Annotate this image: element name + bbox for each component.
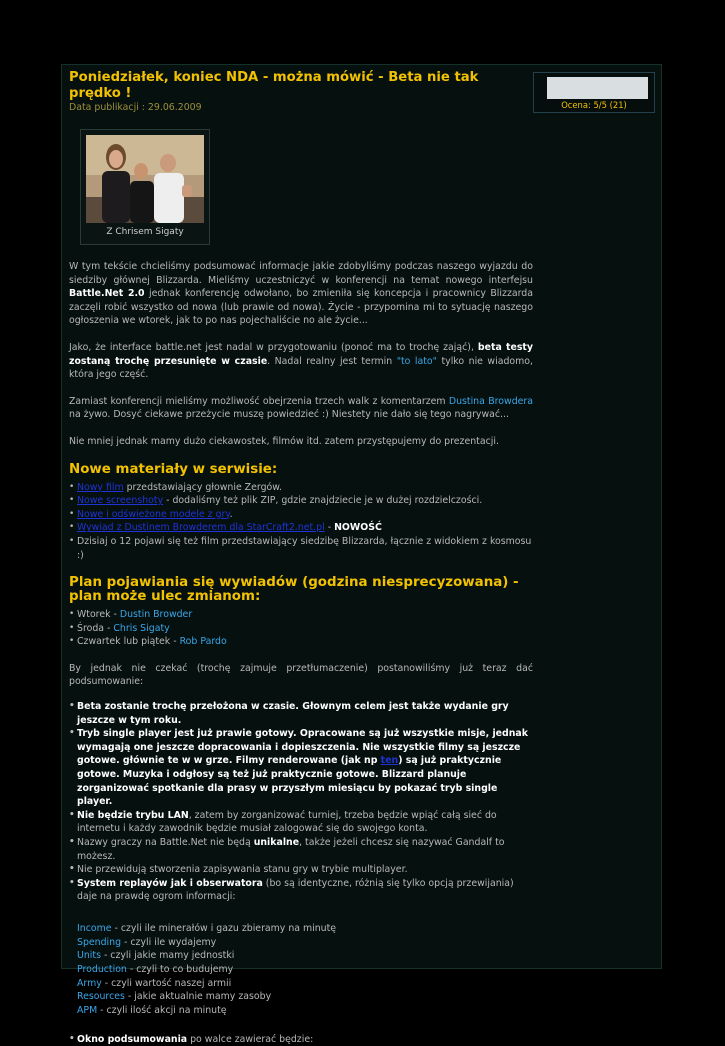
new-models-link[interactable]: Nowe i odświeżone modele z gry xyxy=(77,508,230,520)
heading-new-materials: Nowe materiały w serwisie: xyxy=(69,461,278,477)
list-item: • Okno podsumowania po walce zawierać będzie: xyxy=(69,1033,533,1046)
stat-key: APM xyxy=(77,1005,98,1017)
article-title: Poniedziałek, koniec NDA - można mówić - Beta nie tak prędko ! xyxy=(69,70,479,101)
list-item: • Nowy film przedstawiający głownie Zergów. xyxy=(69,481,533,495)
beta-delay-bold: beta testy zostaną trochę przesunięte w czasie xyxy=(69,341,534,367)
list-item: • Nowe i odświeżone modele z gry. xyxy=(69,508,533,522)
new-screenshots-link[interactable]: Nowe screenshoty xyxy=(77,495,164,507)
rating-text: Ocena: 5/5 (21) xyxy=(561,100,627,110)
photo-caption: Z Chrisem Sigaty xyxy=(106,227,184,237)
heading-interview-plan: Plan pojawiania się wywiadów (godzina niesprecyzowana) - plan może ulec zmianom: xyxy=(69,575,519,605)
new-film-link[interactable]: Nowy film xyxy=(77,481,124,493)
photo-frame xyxy=(80,129,210,245)
stat-key: Production xyxy=(77,964,127,976)
list-item: • Wtorek - Dustin Browder xyxy=(69,608,533,622)
battlenet-bold: Battle.Net 2.0 xyxy=(69,288,145,300)
summary-window-list xyxy=(69,1033,533,1046)
paragraph-intro: W tym tekście chcieliśmy podsumować informacje jakie zdobyliśmy podczas naszego wyjazdu do siedziby głównej Blizzarda. Mieliśmy uczestniczyć w konferencji na temat nowego interfejsu Battle.Net 2.0 jednak konferencję odwołano, bo zmieniła się koncepcja i pracownicy Blizzarda zaczęli robić wszystko od nowa (lub prawie od nowa). Życie - przypomina mi to sytuację naszego ogłoszenia we wtorek, jak to po nas pojechaliście no ale życie... xyxy=(69,261,533,327)
list-item: • Dzisiaj o 12 pojawi się też film przedstawiający siedzibę Blizzarda, łącznie z widokiem z kosmosu :) xyxy=(69,535,533,562)
render-film-link[interactable]: ten xyxy=(380,755,399,767)
list-item: • Tryb single player jest już prawie gotowy. Opracowane są już wszystkie misje, jednak wymagają one jeszcze dopracowania i dopieszczenia. Nie wszystkie filmy są jeszcze gotowe. głównie te w w grze. Filmy renderowane (jak np ten) są już praktycznie gotowe. Muzyka i odgłosy są też już praktycznie gotowe. Blizzard planuje zorganizować spotkanie dla prasy w przyszłym miesiącu by pokazać tryb single player. xyxy=(69,727,533,809)
stat-row: Army - czyli wartość naszej armii xyxy=(77,977,232,989)
paragraph-summary-intro: By jednak nie czekać (trochę zajmuje przetłumaczenie) postanowiliśmy już teraz dać podsumowanie: xyxy=(69,662,533,688)
stat-row: APM - czyli ilość akcji na minutę xyxy=(77,1005,227,1017)
stat-row: Units - czyli jakie mamy jednostki xyxy=(77,950,235,962)
dustin-browder-link[interactable]: Dustina Browdera xyxy=(448,395,534,407)
interview-plan-list xyxy=(69,608,533,649)
stat-key: Income xyxy=(77,922,112,934)
stat-key: Spending xyxy=(77,936,122,948)
summer-link[interactable]: "to lato" xyxy=(396,355,437,367)
list-item: • System replayów jak i obserwatora (bo są identyczne, różnią się tylko opcją przewijania) daje na prawdę ogrom informacji: xyxy=(69,877,533,904)
list-item: • Wywiad z Dustinem Browderem dla StarCraft2.net.pl - NOWOŚĆ xyxy=(69,521,533,535)
stat-key: Units xyxy=(77,950,101,962)
list-item: • Czwartek lub piątek - Rob Pardo xyxy=(69,635,533,649)
rating-box xyxy=(533,72,655,113)
summary-list xyxy=(69,700,533,904)
rating-bar[interactable] xyxy=(547,77,648,99)
new-badge: NOWOŚĆ xyxy=(334,522,382,534)
paragraph-beta: Jako, że interface battle.net jest nadal w przygotowaniu (ponoć ma to trochę zająć), beta testy zostaną trochę przesunięte w czasie. Nadal realny jest termin "to lato" tylko nie wiadomo, która jego część. xyxy=(69,341,534,381)
list-item: • Nie będzie trybu LAN, zatem by zorganizować turniej, trzeba będzie wpiąć całą sieć do internetu i każdy zawodnik będzie musiał zalogować się do swojego konta. xyxy=(69,809,533,836)
list-item: • Nie przewidują stworzenia zapisywania stanu gry w trybie multiplayer. xyxy=(69,863,533,877)
stat-row: Resources - jakie aktualnie mamy zasoby xyxy=(77,991,272,1003)
replay-stats-list xyxy=(77,922,533,1018)
stat-row: Income - czyli ile minerałów i gazu zbieramy na minutę xyxy=(77,922,337,934)
article-content xyxy=(69,70,533,1046)
list-item: • Nazwy graczy na Battle.Net nie będą unikalne, także jeżeli chcesz się nazywać Gandalf to możesz. xyxy=(69,836,533,863)
new-materials-list xyxy=(69,481,533,563)
paragraph-presentation: Nie mniej jednak mamy dużo ciekawostek, filmów itd. zatem przystępujemy do prezentacji. xyxy=(69,435,499,447)
paragraph-fights: Zamiast konferencji mieliśmy możliwość obejrzenia trzech walk z komentarzem Dustina Browdera na żywo. Dosyć ciekawe przeżycie muszę powiedzieć :) Niestety nie dało się tego nagrywać... xyxy=(69,395,534,421)
plan-link-browder[interactable]: Dustin Browder xyxy=(119,609,193,621)
stat-row: Spending - czyli ile wydajemy xyxy=(77,936,217,948)
list-item: • Beta zostanie trochę przełożona w czasie. Głownym celem jest także wydanie gry jeszcze w tym roku. xyxy=(69,700,533,727)
list-item: • Nowe screenshoty - dodaliśmy też plik ZIP, gdzie znajdziecie je w dużej rozdzielczości. xyxy=(69,494,533,508)
list-item: • Środa - Chris Sigaty xyxy=(69,622,533,636)
stat-key: Army xyxy=(77,977,102,989)
stat-row: Production - czyli to co budujemy xyxy=(77,964,234,976)
photo-image[interactable] xyxy=(86,135,204,223)
publication-date: Data publikacji : 29.06.2009 xyxy=(69,102,202,113)
plan-link-sigaty[interactable]: Chris Sigaty xyxy=(113,622,170,634)
stat-key: Resources xyxy=(77,991,125,1003)
interview-link[interactable]: Wywiad z Dustinem Browderem dla StarCraft2.net.pl xyxy=(77,522,325,534)
plan-link-pardo[interactable]: Rob Pardo xyxy=(179,636,227,648)
